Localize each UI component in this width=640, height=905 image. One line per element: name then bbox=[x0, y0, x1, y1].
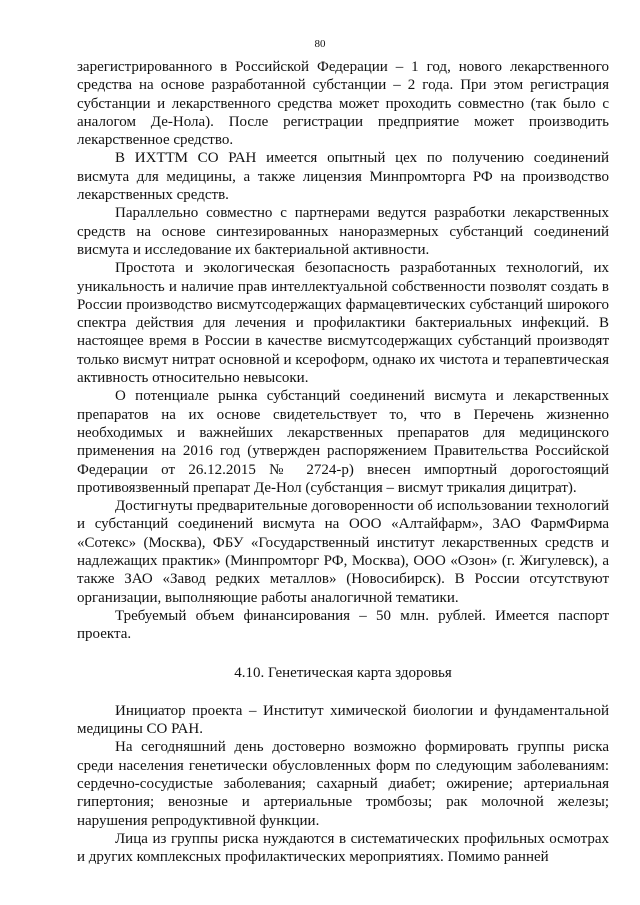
page-body bbox=[77, 58, 609, 866]
paragraph-partner-development: Параллельно совместно с партнерами ведутся разработки лекарственных средств на основе синтезированных наноразмерных субстанций соединений висмута и исследование их бактериальной активности. bbox=[77, 205, 609, 258]
paragraph-risk-groups: На сегодняшний день достоверно возможно формировать группы риска среди населения генетически обусловленных форм по следующим заболеваниям: сердечно-сосудистые заболевания; сахарный диабет; ожирение; артериальная гипертония; венозные и артериальные тромбозы; рак молочной железы; нарушения репродуктивной функции. bbox=[77, 739, 609, 829]
section-heading: 4.10. Генетическая карта здоровья bbox=[234, 664, 452, 681]
paragraph-technology-benefits: Простота и экологическая безопасность разработанных технологий, их уникальность и наличие прав интеллектуальной собственности позволят создать в России производство висмутсодержащих фармацевтических субстанций широкого спектра действия для лечения и профилактики бактериальных инфекций. В настоящее время в России в качестве висмутсодержащих субстанций производят только висмут нитрат основной и ксероформ, однако их чистота и терапевтическая активность относительно невысоки. bbox=[77, 260, 609, 387]
paragraph-initiator: Инициатор проекта – Институт химической биологии и фундаментальной медицины СО РАН. bbox=[77, 702, 609, 738]
paragraph-ihttm-facility: В ИХТТМ СО РАН имеется опытный цех по получению соединений висмута для медицины, а также лицензия Минпромторга РФ на производство лекарственных средств. bbox=[77, 150, 609, 204]
paragraph-funding: Требуемый объем финансирования – 50 млн. рублей. Имеется паспорт проекта. bbox=[77, 607, 609, 643]
paragraph-market-potential: О потенциале рынка субстанций соединений висмута и лекарственных препаратов на их основе свидетельствует то, что в Перечень жизненно необходимых и важнейших лекарственных препаратов для медицинского применения на 2016 год (утвержден распоряжением Правительства Российской Федерации от 26.12.2015 № 2724-р) внесен импортный дорогостоящий противоязвенный препарат Де-Нол (субстанция – висмут трикалия дицитрат). bbox=[77, 388, 609, 496]
paragraph-agreements: Достигнуты предварительные договоренности об использовании технологий и субстанций соединений висмута на ООО «Алтайфарм», ЗАО ФармФирма «Сотекс» (Москва), ФБУ «Государственный институт лекарственных средств и надлежащих практик» (Минпромторг РФ, Москва), ООО «Озон» (г. Жигулевск), а также ЗАО «Завод редких металлов» (Новосибирск). В России отсутствуют организации, выполняющие работы аналогичной тематики. bbox=[77, 498, 609, 606]
page-number: 80 bbox=[314, 38, 326, 50]
paragraph-risk-followup: Лица из группы риска нуждаются в систематических профильных осмотрах и других комплексных профилактических мероприятиях. Помимо ранней bbox=[77, 830, 609, 866]
paragraph-continued: зарегистрированного в Российской Федерации – 1 год, нового лекарственного средства на основе разработанной субстанции – 2 года. При этом регистрация субстанции и лекарственного средства может проходить совместно (так было с аналогом Де-Нола). После регистрации предприятие может производить лекарственное средство. bbox=[77, 59, 609, 149]
